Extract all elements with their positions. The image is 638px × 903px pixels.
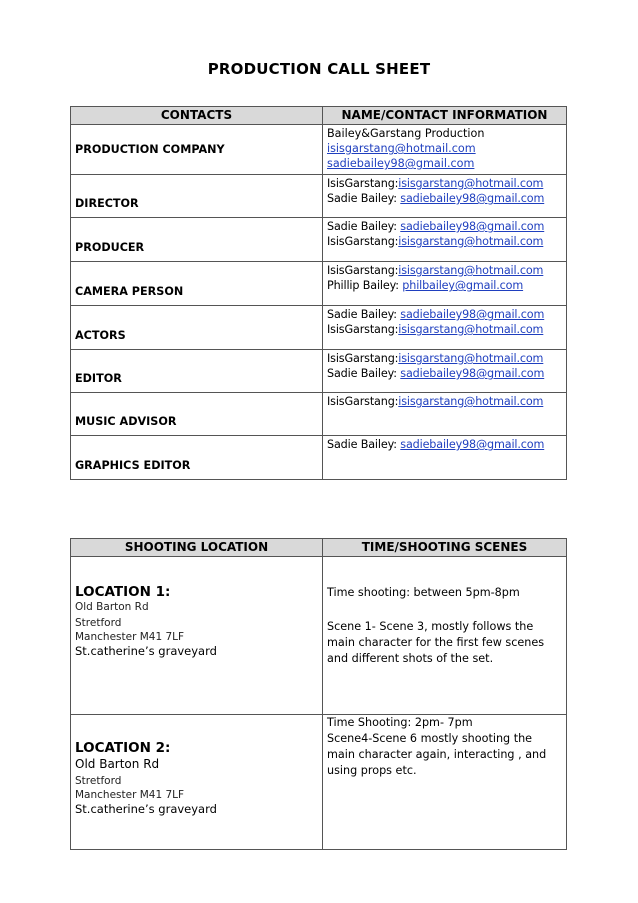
row-label-text: MUSIC ADVISOR <box>75 415 177 428</box>
email-link[interactable]: sadiebailey98@gmail.com <box>400 192 545 205</box>
location-cell <box>71 715 323 850</box>
email-link[interactable]: sadiebailey98@gmail.com <box>400 367 545 380</box>
table-row <box>71 557 567 715</box>
location-heading: LOCATION 2: <box>75 740 171 756</box>
time-scenes-header: TIME/SHOOTING SCENES <box>323 539 567 557</box>
row-label-text: GRAPHICS EDITOR <box>75 459 191 472</box>
email-link[interactable]: philbailey@gmail.com <box>402 279 524 292</box>
row-label-text: EDITOR <box>75 372 122 385</box>
email-link[interactable]: sadiebailey98@gmail.com <box>400 220 545 233</box>
contact-cell <box>323 393 567 436</box>
email-link[interactable]: isisgarstang@hotmail.com <box>398 264 544 277</box>
email-link[interactable]: sadiebailey98@gmail.com <box>327 157 475 170</box>
contact-cell <box>323 350 567 393</box>
shooting-time: Time shooting: between 5pm-8pm <box>327 586 520 599</box>
row-label-text: PRODUCER <box>75 241 145 254</box>
location-street: Old Barton Rd <box>75 601 149 613</box>
contact-cell <box>323 306 567 350</box>
contact-name: IsisGarstang: <box>327 235 399 248</box>
location-area: Stretford <box>75 617 122 629</box>
table-row <box>71 306 567 350</box>
scenes-cell <box>323 557 567 715</box>
contacts-table <box>70 106 567 480</box>
row-label <box>71 393 323 436</box>
contact-name: Sadie Bailey: <box>327 367 401 380</box>
scenes-cell <box>323 715 567 850</box>
email-link[interactable]: isisgarstang@hotmail.com <box>398 352 544 365</box>
location-place: St.catherine’s graveyard <box>75 802 217 816</box>
table-row <box>71 436 567 480</box>
shooting-time: Time Shooting: 2pm- 7pm <box>327 716 473 729</box>
row-label-text: PRODUCTION COMPANY <box>75 143 225 156</box>
table-row <box>71 715 567 850</box>
contacts-header-row <box>71 107 567 125</box>
email-link[interactable]: isisgarstang@hotmail.com <box>398 395 544 408</box>
table-row <box>71 350 567 393</box>
scene-description: Scene 1- Scene 3, mostly follows the main character for the first few scenes and different shots of the set. <box>327 620 545 665</box>
location-street: Old Barton Rd <box>75 757 160 771</box>
location-area: Stretford <box>75 775 122 787</box>
email-link[interactable]: isisgarstang@hotmail.com <box>398 235 544 248</box>
contact-name: IsisGarstang: <box>327 395 399 408</box>
table-row <box>71 262 567 306</box>
row-label-text: CAMERA PERSON <box>75 285 184 298</box>
locations-table <box>70 538 567 850</box>
contact-name: Sadie Bailey: <box>327 438 401 451</box>
email-link[interactable]: isisgarstang@hotmail.com <box>398 177 544 190</box>
page-title: PRODUCTION CALL SHEET <box>207 60 431 78</box>
row-label <box>71 306 323 350</box>
contact-cell <box>323 175 567 218</box>
row-label <box>71 218 323 262</box>
email-link[interactable]: sadiebailey98@gmail.com <box>400 438 545 451</box>
location-heading: LOCATION 1: <box>75 584 171 600</box>
row-label <box>71 125 323 175</box>
email-link[interactable]: sadiebailey98@gmail.com <box>400 308 545 321</box>
contact-name: Sadie Bailey: <box>327 220 401 233</box>
contact-name: IsisGarstang: <box>327 264 399 277</box>
location-city: Manchester M41 7LF <box>75 631 185 643</box>
contact-name: Phillip Bailey: <box>327 279 403 292</box>
table-row <box>71 175 567 218</box>
location-place: St.catherine’s graveyard <box>75 644 217 658</box>
row-label <box>71 436 323 480</box>
locations-header-row <box>71 539 567 557</box>
row-label-text: DIRECTOR <box>75 197 139 210</box>
contact-info-header: NAME/CONTACT INFORMATION <box>323 107 567 125</box>
contact-name: Sadie Bailey: <box>327 308 401 321</box>
contact-name: IsisGarstang: <box>327 323 399 336</box>
contacts-header: CONTACTS <box>71 107 323 125</box>
row-label <box>71 350 323 393</box>
contact-cell <box>323 262 567 306</box>
row-label-text: ACTORS <box>75 329 126 342</box>
shooting-location-header: SHOOTING LOCATION <box>71 539 323 557</box>
contact-name: IsisGarstang: <box>327 352 399 365</box>
location-cell <box>71 557 323 715</box>
contact-cell <box>323 436 567 480</box>
table-row <box>71 125 567 175</box>
table-row <box>71 218 567 262</box>
scene-description: Scene4-Scene 6 mostly shooting the main character again, interacting , and using props etc. <box>327 732 547 777</box>
email-link[interactable]: isisgarstang@hotmail.com <box>398 323 544 336</box>
contact-cell <box>323 125 567 175</box>
row-label <box>71 175 323 218</box>
contact-cell <box>323 218 567 262</box>
contact-name: IsisGarstang: <box>327 177 399 190</box>
row-label <box>71 262 323 306</box>
company-name: Bailey&Garstang Production <box>327 127 485 140</box>
table-row <box>71 393 567 436</box>
location-city: Manchester M41 7LF <box>75 789 185 801</box>
contact-name: Sadie Bailey: <box>327 192 401 205</box>
email-link[interactable]: isisgarstang@hotmail.com <box>327 142 476 155</box>
